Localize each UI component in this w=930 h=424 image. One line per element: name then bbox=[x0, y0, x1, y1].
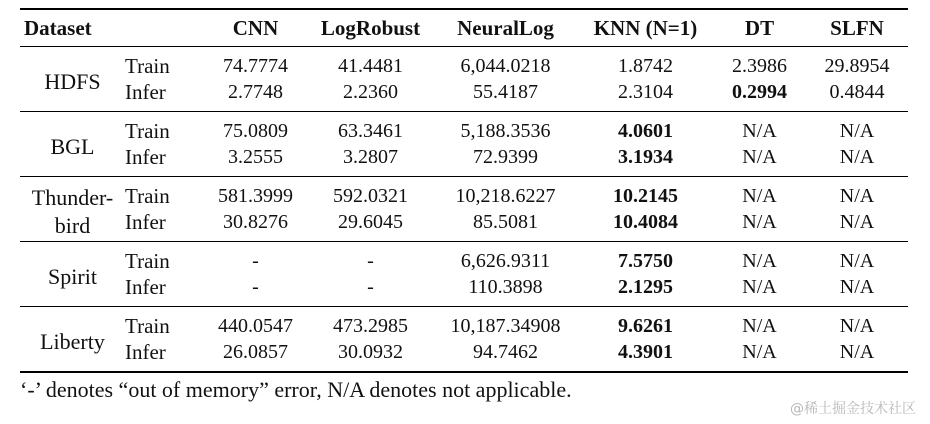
cell-neurallog: 5,188.3536 bbox=[460, 120, 551, 142]
cell-cnn: 2.7748 bbox=[203, 79, 308, 112]
cell-slfn: N/A bbox=[839, 315, 875, 337]
table-row-liberty-train bbox=[20, 307, 908, 340]
split-label: Infer bbox=[125, 144, 203, 177]
cell-knn: 4.3901 bbox=[578, 339, 713, 372]
header-logrobust: LogRobust bbox=[308, 9, 433, 47]
header-split bbox=[125, 9, 203, 47]
table-row-liberty-infer bbox=[20, 339, 908, 372]
header-slfn: SLFN bbox=[806, 9, 908, 47]
cell-logrobust: 473.2985 bbox=[333, 315, 408, 337]
cell-knn: 10.2145 bbox=[613, 185, 678, 207]
cell-knn: 3.1934 bbox=[578, 144, 713, 177]
cell-cnn: 74.7774 bbox=[223, 55, 288, 77]
cell-logrobust: 30.0932 bbox=[308, 339, 433, 372]
table-footnote: ‘-’ denotes “out of memory” error, N/A denotes not applicable. bbox=[20, 377, 572, 402]
split-label: Infer bbox=[125, 209, 203, 242]
header-dataset: Dataset bbox=[20, 9, 125, 47]
cell-logrobust: - bbox=[367, 250, 374, 272]
header-cnn: CNN bbox=[203, 9, 308, 47]
dataset-name-bgl: BGL bbox=[20, 112, 125, 177]
results-table-container bbox=[20, 8, 908, 373]
header-neurallog: NeuralLog bbox=[433, 9, 578, 47]
dataset-name-thunderbird bbox=[20, 177, 125, 242]
cell-dt: N/A bbox=[742, 250, 777, 272]
cell-neurallog: 110.3898 bbox=[433, 274, 578, 307]
cell-cnn: 75.0809 bbox=[223, 120, 288, 142]
dataset-name-line: Thunder- bbox=[31, 185, 114, 210]
cell-slfn: N/A bbox=[806, 144, 908, 177]
cell-dt: N/A bbox=[713, 274, 806, 307]
split-label: Train bbox=[125, 119, 170, 143]
cell-slfn: 29.8954 bbox=[824, 55, 890, 77]
cell-dt: N/A bbox=[713, 144, 806, 177]
cell-dt: 0.2994 bbox=[713, 79, 806, 112]
cell-slfn: N/A bbox=[806, 274, 908, 307]
cell-neurallog: 55.4187 bbox=[433, 79, 578, 112]
cell-cnn: 581.3999 bbox=[218, 185, 293, 207]
cell-dt: N/A bbox=[713, 339, 806, 372]
table-row-bgl-infer bbox=[20, 144, 908, 177]
runtime-comparison-table bbox=[20, 8, 908, 373]
cell-logrobust: - bbox=[308, 274, 433, 307]
cell-slfn: N/A bbox=[839, 185, 875, 207]
cell-knn: 4.0601 bbox=[618, 120, 673, 142]
cell-cnn: 26.0857 bbox=[203, 339, 308, 372]
cell-slfn: 0.4844 bbox=[806, 79, 908, 112]
header-knn: KNN (N=1) bbox=[578, 9, 713, 47]
split-label: Infer bbox=[125, 79, 203, 112]
cell-slfn: N/A bbox=[839, 250, 875, 272]
cell-dt: N/A bbox=[742, 185, 777, 207]
header-dt: DT bbox=[713, 9, 806, 47]
cell-dt: N/A bbox=[742, 120, 777, 142]
cell-logrobust: 3.2807 bbox=[308, 144, 433, 177]
cell-logrobust: 63.3461 bbox=[338, 120, 403, 142]
table-row-spirit-train bbox=[20, 242, 908, 275]
watermark: @稀土掘金技术社区 bbox=[790, 401, 916, 417]
cell-knn: 7.5750 bbox=[618, 250, 673, 272]
split-label: Train bbox=[125, 249, 170, 273]
split-label: Train bbox=[125, 184, 170, 208]
cell-cnn: - bbox=[203, 274, 308, 307]
cell-cnn: - bbox=[252, 250, 259, 272]
cell-dt: N/A bbox=[713, 209, 806, 242]
cell-dt: 2.3986 bbox=[732, 55, 787, 77]
cell-logrobust: 592.0321 bbox=[333, 185, 408, 207]
cell-cnn: 3.2555 bbox=[203, 144, 308, 177]
dataset-name-spirit: Spirit bbox=[20, 242, 125, 307]
cell-neurallog: 72.9399 bbox=[433, 144, 578, 177]
cell-knn: 10.4084 bbox=[578, 209, 713, 242]
cell-knn: 2.3104 bbox=[578, 79, 713, 112]
cell-neurallog: 10,218.6227 bbox=[455, 185, 556, 207]
table-row-hdfs-train bbox=[20, 47, 908, 80]
cell-neurallog: 10,187.34908 bbox=[450, 315, 561, 337]
cell-logrobust: 41.4481 bbox=[338, 55, 403, 77]
split-label: Train bbox=[125, 54, 170, 78]
cell-cnn: 440.0547 bbox=[218, 315, 293, 337]
table-row-hdfs-infer bbox=[20, 79, 908, 112]
dataset-name-line: bird bbox=[54, 213, 91, 238]
split-label: Infer bbox=[125, 274, 203, 307]
table-row-thunderbird-train bbox=[20, 177, 908, 210]
dataset-name-liberty: Liberty bbox=[20, 307, 125, 373]
cell-logrobust: 29.6045 bbox=[308, 209, 433, 242]
cell-cnn: 30.8276 bbox=[203, 209, 308, 242]
cell-knn: 1.8742 bbox=[618, 55, 673, 77]
dataset-name-hdfs: HDFS bbox=[20, 47, 125, 112]
cell-knn: 9.6261 bbox=[618, 315, 673, 337]
split-label: Infer bbox=[125, 339, 203, 372]
table-row-thunderbird-infer bbox=[20, 209, 908, 242]
cell-slfn: N/A bbox=[806, 339, 908, 372]
cell-slfn: N/A bbox=[839, 120, 875, 142]
cell-dt: N/A bbox=[742, 315, 777, 337]
cell-slfn: N/A bbox=[806, 209, 908, 242]
table-row-bgl-train bbox=[20, 112, 908, 145]
cell-neurallog: 94.7462 bbox=[433, 339, 578, 372]
split-label: Train bbox=[125, 314, 170, 338]
cell-neurallog: 6,626.9311 bbox=[460, 250, 551, 272]
table-header-row bbox=[20, 9, 908, 47]
cell-neurallog: 85.5081 bbox=[433, 209, 578, 242]
cell-logrobust: 2.2360 bbox=[308, 79, 433, 112]
cell-neurallog: 6,044.0218 bbox=[460, 55, 551, 77]
table-row-spirit-infer bbox=[20, 274, 908, 307]
cell-knn: 2.1295 bbox=[578, 274, 713, 307]
